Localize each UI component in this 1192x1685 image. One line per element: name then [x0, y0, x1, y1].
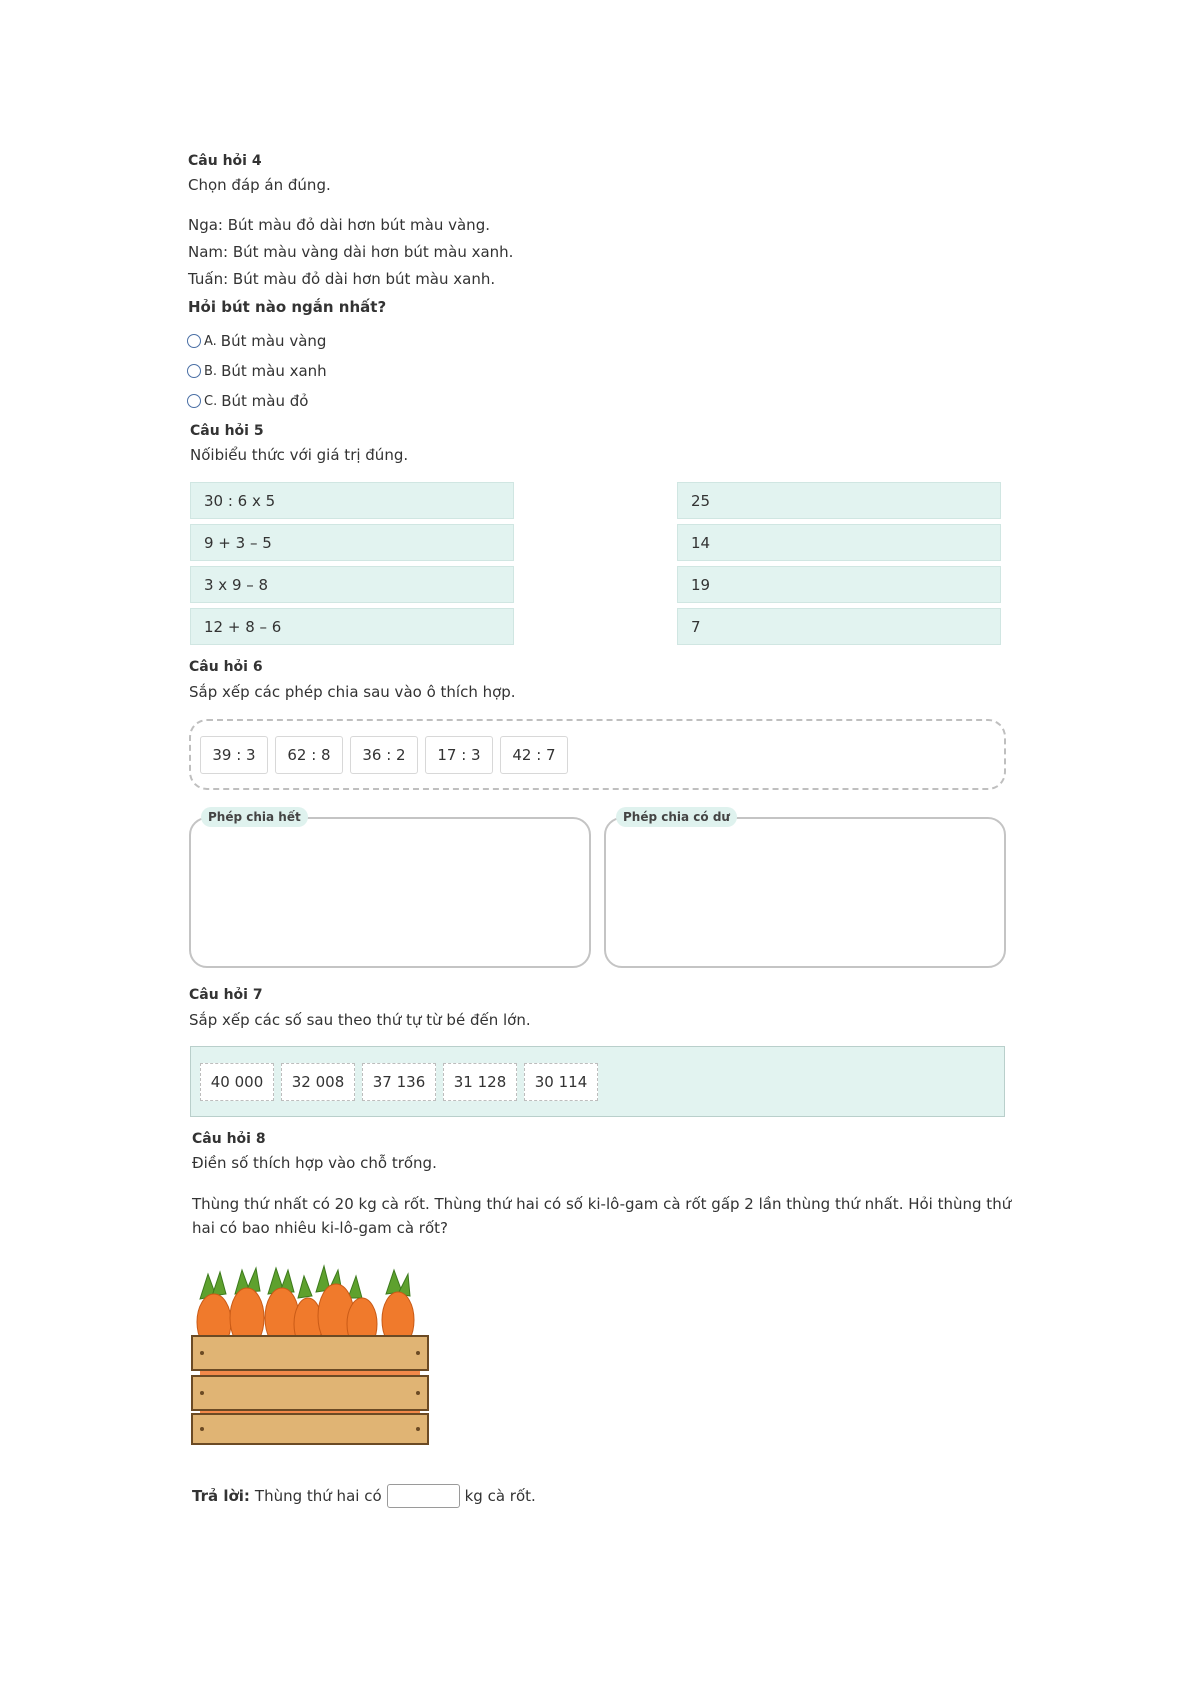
division-chip[interactable]: 17 : 3	[425, 736, 493, 774]
division-chip[interactable]: 62 : 8	[275, 736, 343, 774]
q7-instruction: Sắp xếp các số sau theo thứ tự từ bé đến lớn.	[189, 1011, 531, 1029]
division-chip[interactable]: 36 : 2	[350, 736, 418, 774]
option-letter: C.	[204, 393, 218, 409]
q5-instruction: Nốibiểu thức với giá trị đúng.	[190, 446, 409, 464]
option-text: Bút màu vàng	[220, 332, 327, 350]
q6-title: Câu hỏi 6	[189, 659, 263, 675]
answer-suffix: kg cà rốt.	[464, 1487, 536, 1505]
drop-box-exact-division[interactable]	[189, 817, 591, 968]
option-letter: B.	[204, 363, 218, 379]
drop-box-label: Phép chia có dư	[616, 807, 737, 827]
option-text: Bút màu xanh	[221, 362, 327, 380]
q4-option-a[interactable]	[187, 332, 326, 350]
q4-statement-2: Nam: Bút màu vàng dài hơn bút màu xanh.	[188, 243, 514, 261]
q8-instruction: Điền số thích hợp vào chỗ trống.	[192, 1154, 437, 1172]
answer-input[interactable]	[387, 1484, 460, 1508]
q5-title: Câu hỏi 5	[190, 423, 264, 439]
match-right-3[interactable]: 19	[677, 566, 1001, 603]
q4-statement-3: Tuấn: Bút màu đỏ dài hơn bút màu xanh.	[188, 270, 496, 288]
match-left-3[interactable]: 3 x 9 – 8	[190, 566, 514, 603]
q4-title: Câu hỏi 4	[188, 153, 262, 169]
carrot-crate-image	[190, 1264, 430, 1448]
q4-option-c[interactable]	[187, 392, 308, 410]
option-letter: A.	[204, 333, 217, 349]
drop-box-label: Phép chia hết	[201, 807, 308, 827]
match-left-2[interactable]: 9 + 3 – 5	[190, 524, 514, 561]
q8-problem: Thùng thứ nhất có 20 kg cà rốt. Thùng thứ hai có số ki-lô-gam cà rốt gấp 2 lần thùng thứ nhất. Hỏi thùng thứ hai có bao nhiêu ki-lô-gam cà rốt?	[192, 1195, 1012, 1237]
radio-button[interactable]	[187, 394, 201, 408]
match-left-4[interactable]: 12 + 8 – 6	[190, 608, 514, 645]
drop-box-remainder-division[interactable]	[604, 817, 1006, 968]
q7-order-area[interactable]	[190, 1046, 1005, 1117]
number-chip[interactable]: 30 114	[524, 1063, 598, 1101]
match-right-1[interactable]: 25	[677, 482, 1001, 519]
number-chip[interactable]: 37 136	[362, 1063, 436, 1101]
option-text: Bút màu đỏ	[221, 392, 309, 410]
q4-instruction: Chọn đáp án đúng.	[188, 176, 331, 194]
match-right-2[interactable]: 14	[677, 524, 1001, 561]
answer-label: Trả lời:	[192, 1487, 250, 1505]
q4-question: Hỏi bút nào ngắn nhất?	[188, 298, 387, 316]
q4-statement-1: Nga: Bút màu đỏ dài hơn bút màu vàng.	[188, 216, 490, 234]
q8-title: Câu hỏi 8	[192, 1131, 266, 1147]
q7-title: Câu hỏi 7	[189, 987, 263, 1003]
number-chip[interactable]: 40 000	[200, 1063, 274, 1101]
answer-prefix: Thùng thứ hai có	[254, 1487, 382, 1505]
q6-instruction: Sắp xếp các phép chia sau vào ô thích hợp.	[189, 683, 516, 701]
q4-option-b[interactable]	[187, 362, 327, 380]
radio-button[interactable]	[187, 364, 201, 378]
q8-answer-row	[192, 1484, 536, 1508]
radio-button[interactable]	[187, 334, 201, 348]
number-chip[interactable]: 32 008	[281, 1063, 355, 1101]
match-right-4[interactable]: 7	[677, 608, 1001, 645]
match-left-1[interactable]: 30 : 6 x 5	[190, 482, 514, 519]
number-chip[interactable]: 31 128	[443, 1063, 517, 1101]
division-chip[interactable]: 39 : 3	[200, 736, 268, 774]
division-chip[interactable]: 42 : 7	[500, 736, 568, 774]
q6-item-pool[interactable]	[189, 719, 1006, 790]
